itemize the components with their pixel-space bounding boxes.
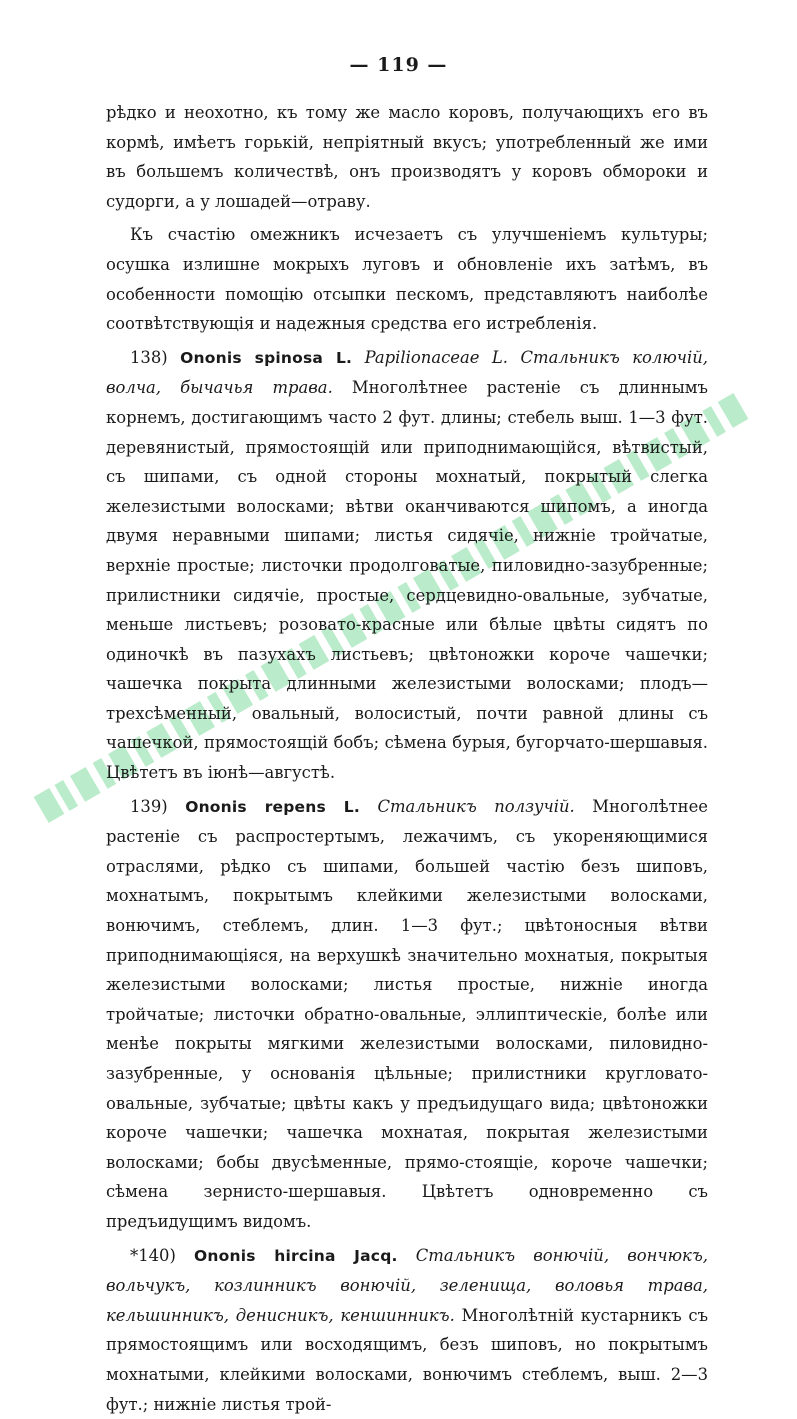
paragraph-continuation: рѣдко и неохотно, къ тому же масло коровъ, получающихъ его въ кормѣ, имѣетъ горькій, непріятный вкусъ; употребленный же ими въ большемъ количествѣ, онъ производятъ у коровъ обмороки и судорги, а у лошадей—отраву.	[106, 103, 708, 211]
entry-number: 139)	[130, 796, 168, 816]
entry-number: *140)	[130, 1245, 176, 1265]
common-names: Papilionaceae L. Стальникъ колючій, волча, бычачья трава.	[106, 347, 708, 398]
entry-number: 138)	[130, 347, 168, 367]
entry-139	[106, 792, 708, 1237]
common-names: Стальникъ вонючій, вончюкъ, вольчукъ, козлинникъ вонючій, зеленища, воловья трава, кельшинникъ, денисникъ, кеншинникъ.	[106, 1245, 708, 1325]
body-text	[106, 98, 708, 1419]
common-names: Стальникъ ползучій.	[377, 796, 575, 816]
paragraph-conclusion: Къ счастію омежникъ исчезаетъ съ улучшеніемъ культуры; осушка излишне мокрыхъ луговъ и обновленіе ихъ затѣмъ, въ особенности помощію отсыпки пескомъ, представляютъ наиболѣе соотвѣтствующія и надежныя средства его истребленія.	[106, 225, 708, 334]
entry-description: Многолѣтнее растеніе съ распростертымъ, лежачимъ, съ укореняющимися отраслями, рѣдко съ шипами, большей частію безъ шиповъ, мохнатымъ, покрытымъ клейкими железистыми волосками, вонючимъ, стеблемъ, длин. 1—3 фут.; цвѣтоносныя вѣтви приподнимающіяся, на верхушкѣ значительно мохнатыя, покрытыя железистыми волосками; листья простые, нижніе иногда тройчатые; листочки обратно-овальные, эллиптическіе, болѣе или менѣе покрыты мягкими железистыми волосками, пиловидно-зазубренные, у основанія цѣльные; прилистники кругловато-овальные, зубчатые; цвѣты какъ у предъидущаго вида; цвѣтоножки короче чашечки; чашечка мохнатая, покрытая железистыми волосками; бобы двусѣменные, прямо-стоящіе, короче чашечки; сѣмена зернисто-шершавыя. Цвѣтетъ одновременно съ предъидущимъ видомъ.	[106, 796, 708, 1231]
entry-description: Многолѣтнее растеніе съ длиннымъ корнемъ, достигающимъ часто 2 фут. длины; стебель выш. 1—3 фут. деревянистый, прямостоящій или приподнимающійся, вѣтвистый, съ шипами, съ одной стороны мохнатый, покрытый слегка железистыми волосками; вѣтви оканчиваются шипомъ, а иногда двумя неравными шипами; листья сидячіе, нижніе тройчатые, верхніе простые; листочки продолговатые, пиловидно-зазубренные; прилистники сидячіе, простые, сердцевидно-овальные, зубчатые, меньше листьевъ; розовато-красные или бѣлые цвѣты сидятъ по одиночкѣ въ пазухахъ листьевъ; цвѣтоножки короче чашечки; чашечка покрыта длинными железистыми волосками; плодъ—трехсѣменный, овальный, волосистый, почти равной длины съ чашечкой, прямостоящій бобъ; сѣмена бурыя, бугорчато-шершавыя. Цвѣтетъ въ іюнѣ—августѣ.	[106, 378, 708, 783]
entry-description: Многолѣтній кустарникъ съ прямостоящимъ или восходящимъ, безъ шиповъ, но покрытымъ мохнатыми, клейкими волосками, вонючимъ стеблемъ, выш. 2—3 фут.; нижніе листья трой-	[106, 1305, 708, 1414]
species-name: Ononis hircina Jacq.	[194, 1246, 398, 1265]
species-name: Ononis repens L.	[185, 797, 360, 816]
entry-138	[106, 343, 708, 788]
entry-140	[106, 1241, 708, 1419]
page-number: — 119 —	[349, 54, 448, 76]
species-name: Ononis spinosa L.	[180, 348, 353, 367]
